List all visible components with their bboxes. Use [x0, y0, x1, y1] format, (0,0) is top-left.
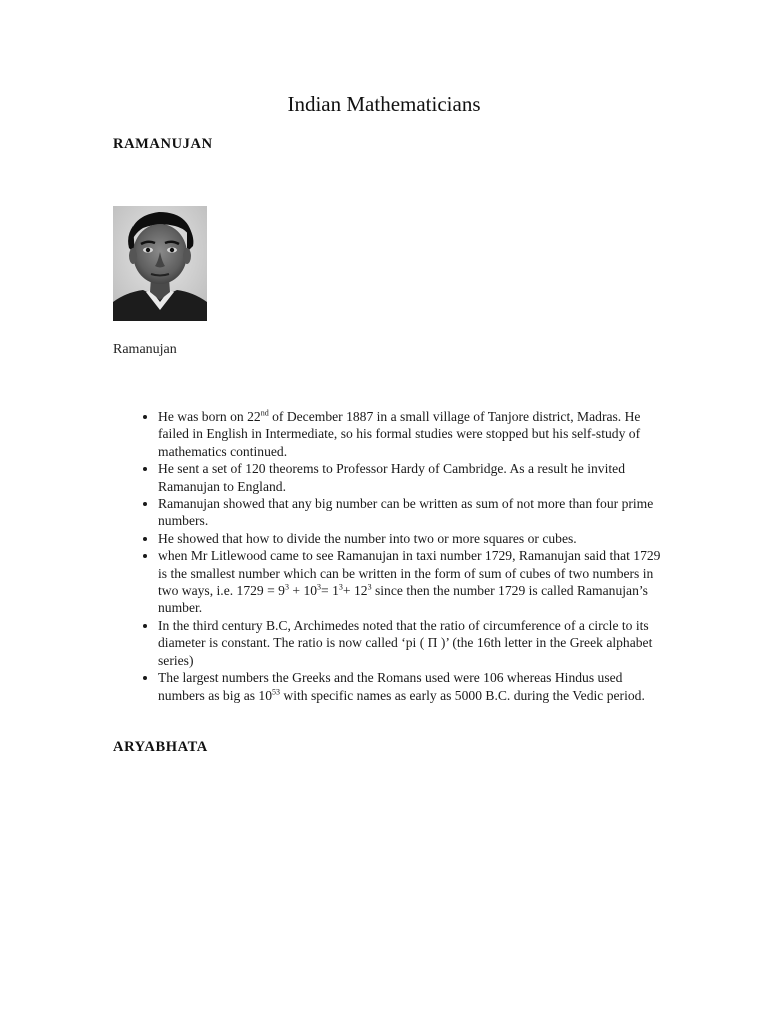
list-item: • The largest numbers the Greeks and the Romans used were 106 whereas Hindus used numbers as big as $10^{53}$ with specific names as early as 5000 B.C. during the Vedic period. [158, 669, 668, 704]
list-item: • Ramanujan showed that any big number can be written as sum of not more than four prime numbers. [158, 495, 668, 530]
portrait-image [113, 206, 207, 321]
ramanujan-portrait-photo [113, 206, 207, 321]
list-item: • He sent a set of 120 theorems to Professor Hardy of Cambridge. As a result he invited Ramanujan to England. [158, 460, 668, 495]
document-title: Indian Mathematicians [287, 92, 481, 116]
list-item: • He showed that how to divide the number into two or more squares or cubes. [158, 530, 668, 547]
list-item: • He was born on 22nd of December 1887 in a small village of Tanjore district, Madras. He failed in English in Intermediate, so his formal studies were stopped but his self-study of mathematics continued. [158, 408, 668, 460]
ramanujan-facts-list [130, 408, 668, 704]
section-heading-aryabhata: ARYABHATA [113, 739, 208, 755]
list-item: • when Mr Litlewood came to see Ramanujan in taxi number 1729, Ramanujan said that 1729 is the smallest number which can be written in the form of sum of cubes of two numbers in two ways, i.e. $1729 = 9^3 + 10^3= 1^3+ 12^3$ since then the number 1729 is called Ramanujan’s number. [158, 547, 668, 617]
list-item: • In the third century B.C, Archimedes noted that the ratio of circumference of a circle to its diameter is constant. The ratio is now called ‘pi ( Π )’ (the 16th letter in the Greek alphabet series) [158, 617, 668, 669]
photo-caption: Ramanujan [113, 342, 177, 357]
section-heading-ramanujan: RAMANUJAN [113, 136, 213, 152]
